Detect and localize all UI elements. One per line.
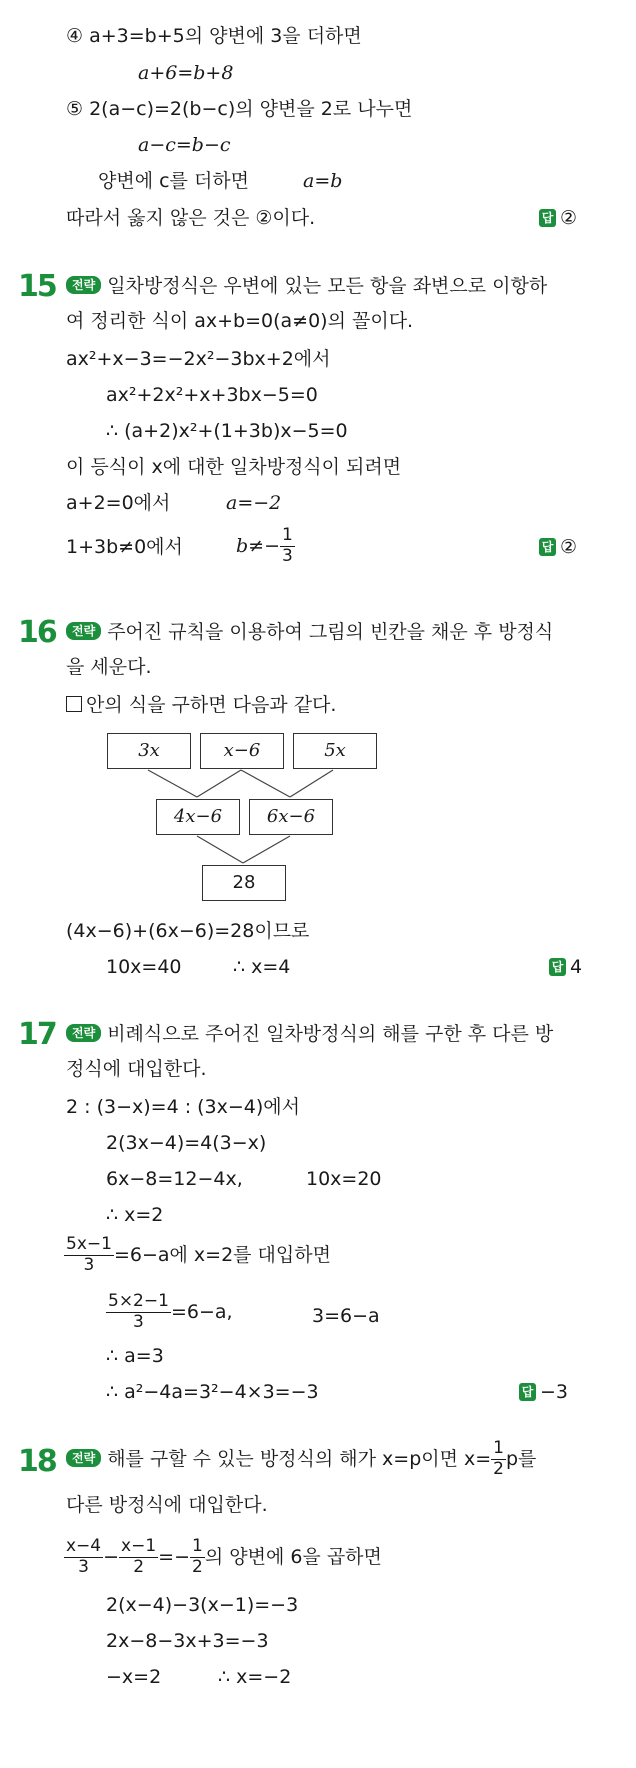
fraction: $\frac{1}{3}$: [282, 525, 293, 566]
p16-line-2: (4x−6)+(6x−6)=28이므로: [66, 920, 310, 942]
p18-line-2: 2(x−4)−3(x−1)=−3: [106, 1594, 299, 1616]
answer-icon: 답: [539, 538, 556, 556]
p16-line-3a: 10x=40: [106, 956, 182, 978]
p15-line-3: ∴ (a+2)x²+(1+3b)x−5=0: [106, 420, 348, 442]
p17-line-4: ∴ x=2: [106, 1204, 164, 1226]
answer-15: 답 ②: [539, 538, 577, 557]
strategy-badge: 전략: [66, 1024, 101, 1042]
strategy-16: 전략 주어진 규칙을 이용하여 그림의 빈칸을 채운 후 방정식: [66, 622, 553, 642]
p15-line-5b: a=−2: [226, 492, 282, 514]
p17-line-7: ∴ a=3: [106, 1345, 164, 1367]
fraction: $\frac{x-4}{3}$: [66, 1536, 102, 1577]
p17-line-6a: $\frac{5\times 2-1}{3}$ =6−a,: [108, 1291, 233, 1332]
answer-icon: 답: [519, 1383, 536, 1401]
answer-icon: 답: [539, 209, 556, 227]
tree-box-top-1: 3x: [107, 733, 191, 769]
strategy-17-cont: 정식에 대입한다.: [66, 1058, 207, 1080]
p18-line-1: $\frac{x-4}{3}$ − $\frac{x-1}{2}$ =− $\frac{1}{2}$ 의 양변에 6을 곱하면: [66, 1536, 382, 1577]
p18-line-4b: ∴ x=−2: [218, 1666, 292, 1688]
p16-line-3b: ∴ x=4: [233, 956, 291, 978]
strategy-15-cont: 여 정리한 식이 ax+b=0(a≠0)의 꼴이다.: [66, 310, 414, 332]
tree-box-mid-2: 6x−6: [249, 799, 333, 835]
top-line-3: ⑤ 2(a−c)=2(b−c)의 양변을 2로 나누면: [66, 98, 413, 120]
strategy-16-cont: 을 세운다.: [66, 656, 152, 678]
p17-line-2: 2(3x−4)=4(3−x): [106, 1132, 267, 1154]
strategy-15: 전략 일차방정식은 우변에 있는 모든 항을 좌변으로 이항하: [66, 276, 547, 296]
fraction: $\frac{1}{2}$: [192, 1536, 203, 1577]
strategy-badge: 전략: [66, 276, 101, 294]
tree-box-bottom: 28: [202, 865, 286, 901]
p17-line-1: 2 : (3−x)=4 : (3x−4)에서: [66, 1096, 301, 1118]
p17-line-6b: 3=6−a: [312, 1305, 380, 1327]
p17-line-5: $\frac{5x-1}{3}$ =6−a에 x=2를 대입하면: [66, 1234, 331, 1275]
strategy-18: 전략 해를 구할 수 있는 방정식의 해가 x=p이면 x= $\frac{1}{2}$ p를: [66, 1440, 536, 1479]
p16-line-1: 안의 식을 구하면 다음과 같다.: [66, 696, 336, 715]
strategy-17: 전략 비례식으로 주어진 일차방정식의 해를 구한 후 다른 방: [66, 1024, 553, 1044]
p15-line-6a: 1+3b≠0에서: [66, 536, 183, 558]
tree-box-top-2: x−6: [200, 733, 284, 769]
top-line-2: a+6=b+8: [138, 62, 234, 84]
p17-line-3a: 6x−8=12−4x,: [106, 1168, 243, 1190]
fraction: $\frac{5\times 2-1}{3}$: [108, 1291, 169, 1332]
answer-17: 답 −3: [519, 1383, 568, 1402]
tree-box-mid-1: 4x−6: [156, 799, 240, 835]
p17-line-8: ∴ a²−4a=3²−4×3=−3: [106, 1381, 319, 1403]
answer-16: 답 4: [549, 958, 582, 977]
p15-line-2: ax²+2x²+x+3bx−5=0: [106, 384, 318, 406]
top-line-1: ④ a+3=b+5의 양변에 3을 더하면: [66, 25, 362, 47]
problem-number-17: 17: [18, 1017, 56, 1052]
strategy-badge: 전략: [66, 1449, 101, 1467]
problem-number-16: 16: [18, 615, 56, 650]
problem-number-18: 18: [18, 1444, 56, 1479]
strategy-badge: 전략: [66, 622, 101, 640]
strategy-18-cont: 다른 방정식에 대입한다.: [66, 1494, 268, 1516]
top-line-4: a−c=b−c: [138, 134, 231, 156]
top-line-6: 따라서 옳지 않은 것은 ②이다.: [66, 207, 316, 229]
answer-top: 답 ②: [539, 209, 577, 228]
p17-line-3b: 10x=20: [306, 1168, 382, 1190]
p15-line-6b: b≠− $\frac{1}{3}$: [236, 525, 293, 566]
fraction: $\frac{5x-1}{3}$: [66, 1234, 112, 1275]
answer-icon: 답: [549, 958, 566, 976]
top-line-5b: a=b: [303, 170, 343, 192]
problem-number-15: 15: [18, 269, 56, 304]
p18-line-3: 2x−8−3x+3=−3: [106, 1630, 269, 1652]
fraction: $\frac{x-1}{2}$: [121, 1536, 157, 1577]
p15-line-4: 이 등식이 x에 대한 일차방정식이 되려면: [66, 456, 402, 478]
fraction: $\frac{1}{2}$: [493, 1438, 504, 1479]
p15-line-5a: a+2=0에서: [66, 492, 171, 514]
tree-box-top-3: 5x: [293, 733, 377, 769]
p18-line-4a: −x=2: [106, 1666, 162, 1688]
top-line-5a: 양변에 c를 더하면: [98, 170, 250, 192]
p15-line-1: ax²+x−3=−2x²−3bx+2에서: [66, 348, 331, 370]
